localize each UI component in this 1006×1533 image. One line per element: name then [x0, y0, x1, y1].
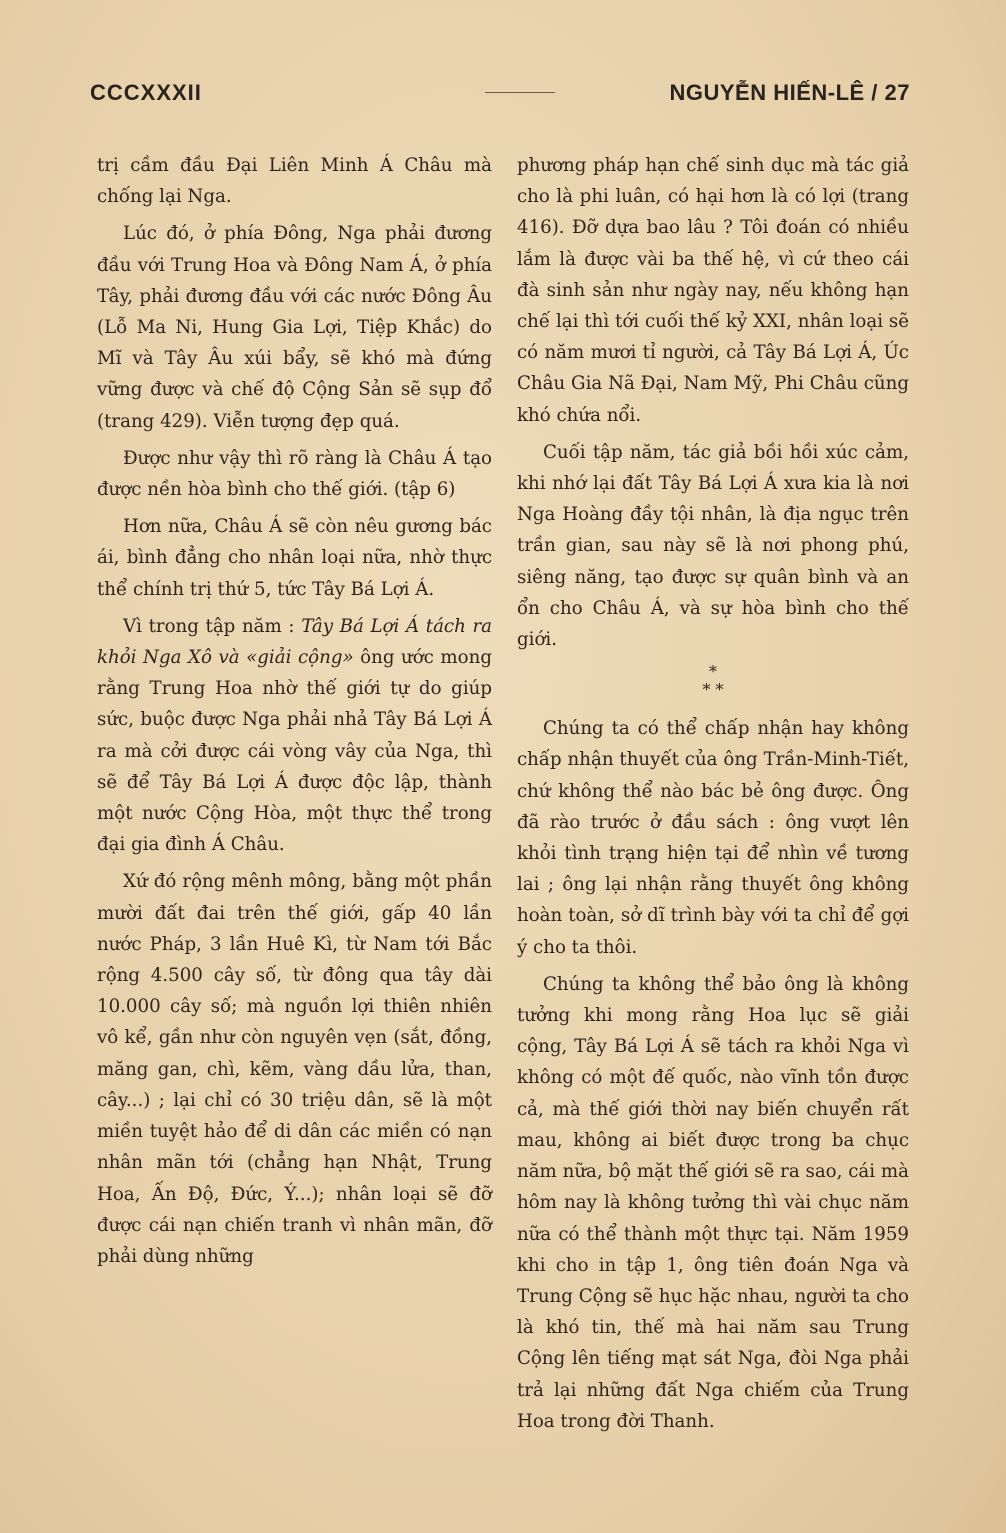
paragraph: Hơn nữa, Châu Á sẽ còn nêu gương bác ái, bình đẳng cho nhân loại nữa, nhờ thực thể chính trị thứ 5, tức Tây Bá Lợi Á. [97, 516, 492, 600]
asterisk-top: * [709, 662, 717, 682]
paragraph: trị cầm đầu Đại Liên Minh Á Châu mà chống lại Nga. [97, 155, 492, 208]
author-page-number: NGUYỄN HIẾN-LÊ / 27 [669, 80, 910, 105]
paragraph: Chúng ta không thể bảo ông là không tưởng khi mong rằng Hoa lục sẽ giải cộng, Tây Bá Lợi Á sẽ tách ra khỏi Nga vì không có một đế quốc, nào vĩnh tồn được cả, mà thế giới thời nay biến chuyển rất mau, không ai biết được trong ba chục năm nữa, bộ mặt thế giới sẽ ra sao, cái mà hôm nay là không tưởng thì vài chục năm nữa có thể thành một thực tại. Năm 1959 khi cho in tập 1, ông tiên đoán Nga và Trung Cộng sẽ hục hặc nhau, người ta cho là khó tin, thế mà hai năm sau Trung Cộng lên tiếng mạt sát Nga, đòi Nga phải trả lại những đất Nga chiếm của Trung Hoa trong đời Thanh. [517, 973, 909, 1432]
paragraph: Lúc đó, ở phía Đông, Nga phải đương đầu với Trung Hoa và Đông Nam Á, ở phía Tây, phải đương đầu với các nước Đông Âu (Lỗ Ma Ni, Hung Gia Lợi, Tiệp Khắc) do Mĩ và Tây Âu xúi bẩy, sẽ khó mà đứng vững được và chế độ Cộng Sản sẽ sụp đổ (trang 429). Viễn tượng đẹp quá. [97, 223, 492, 432]
paragraph: Xứ đó rộng mênh mông, bằng một phần mười đất đai trên thế giới, gấp 40 lần nước Pháp, 3 lần Huê Kì, từ Nam tới Bắc rộng 4.500 cây số, từ đông qua tây dài 10.000 cây số; mà nguồn lợi thiên nhiên vô kể, gần như còn nguyên vẹn (sắt, đồng, măng gan, chì, kẽm, vàng dầu lửa, than, cây...) ; lại chỉ có 30 triệu dân, sẽ là một miền tuyệt hảo để di dân các miền có nạn nhân mãn tới (chẳng hạn Nhật, Trung Hoa, Ấn Độ, Đức, Ý...); nhân loại sẽ đỡ được cái nạn chiến tranh vì nhân mãn, đỡ phải dùng những [97, 871, 492, 1267]
paragraph [97, 611, 492, 861]
book-title: Tây Bá Lợi Á tách ra khỏi Nga Xô và «giải cộng» [97, 615, 492, 669]
asterisk-bottom: * * [702, 680, 724, 700]
paragraph-lead: Vì trong tập năm : [123, 615, 302, 637]
paragraph: Được như vậy thì rõ ràng là Châu Á tạo được nền hòa bình cho thế giới. (tập 6) [97, 447, 492, 501]
section-separator [517, 663, 909, 699]
page-header [90, 76, 910, 112]
page-number-roman: CCCXXXII [90, 80, 202, 105]
paragraph: Cuối tập năm, tác giả bồi hồi xúc cảm, khi nhớ lại đất Tây Bá Lợi Á xưa kia là nơi Nga Hoàng đầy tội nhân, là địa ngục trên trần gian, sau này sẽ là nơi phong phú, siêng năng, tạo được sự quân bình và an ổn cho Châu Á, và sự hòa bình cho thế giới. [517, 441, 909, 651]
paragraph: phương pháp hạn chế sinh dục mà tác giả cho là phi luân, có hại hơn là có lợi (trang 416). Đỡ dựa bao lâu ? Tôi đoán có nhiều lắm là được vài ba thế hệ, vì cứ theo cái đà sinh sản như ngày nay, nếu không hạn chế lại thì tới cuối thế kỷ XXI, nhân loại sẽ có năm mươi tỉ người, cả Tây Bá Lợi Á, Úc Châu Gia Nã Đại, Nam Mỹ, Phi Châu cũng khó chứa nổi. [517, 155, 909, 426]
left-column [97, 150, 492, 1278]
paragraph-rest: ông ước mong rằng Trung Hoa nhờ thế giới tự do giúp sức, buộc được Nga phải nhả Tây Bá Lợi Á ra mà cởi được cái vòng vây của Nga, thì sẽ để Tây Bá Lợi Á được độc lập, thành một nước Cộng Hòa, một thực thể trong đại gia đình Á Châu. [97, 647, 492, 856]
right-column [517, 150, 909, 1443]
paragraph: Chúng ta có thể chấp nhận hay không chấp nhận thuyết của ông Trần-Minh-Tiết, chứ không thể nào bác bẻ ông được. Ông đã rào trước ở đầu sách : ông vượt lên khỏi tình trạng hiện tại để nhìn về tương lai ; ông lại nhận rằng thuyết ông không hoàn toàn, sở dĩ trình bày với ta chỉ để gợi ý cho ta thôi. [517, 718, 909, 958]
header-rule [485, 92, 555, 93]
